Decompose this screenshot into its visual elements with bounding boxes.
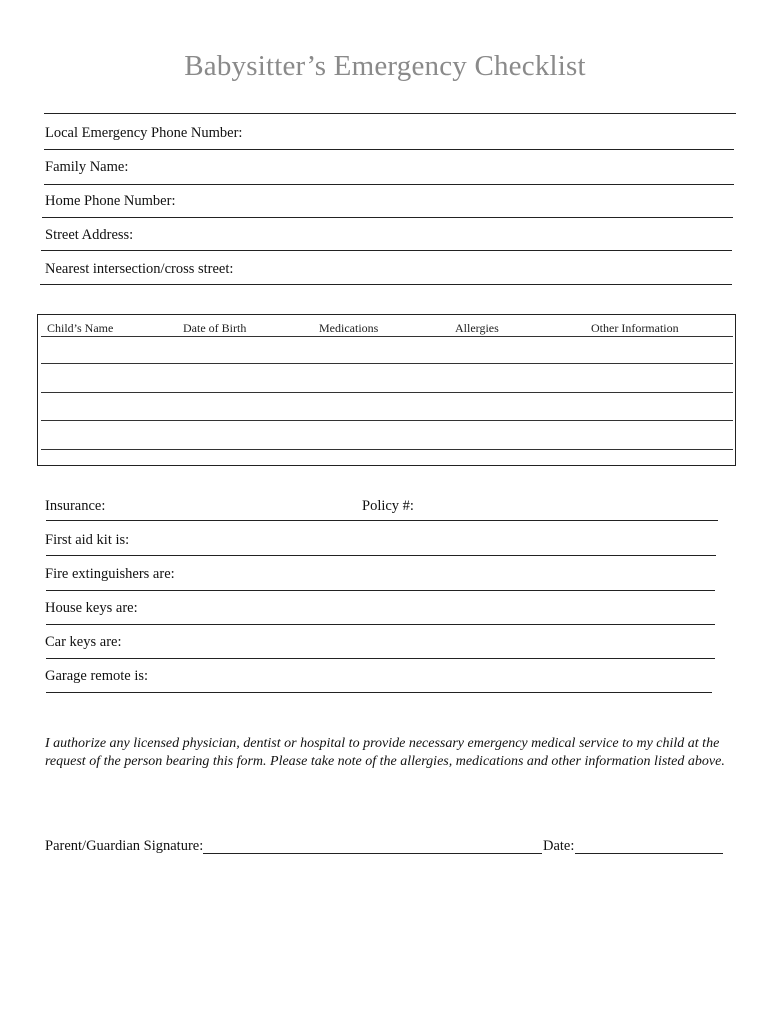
home-phone-label: Home Phone Number: <box>45 193 176 209</box>
garage-remote-field[interactable] <box>46 692 712 693</box>
title-divider <box>44 113 736 114</box>
column-header-date-of-birth: Date of Birth <box>183 321 247 335</box>
policy-number-label: Policy #: <box>362 498 414 514</box>
date-label: Date: <box>543 838 575 854</box>
table-row[interactable] <box>41 392 733 393</box>
parent-signature-field[interactable] <box>203 853 542 854</box>
column-header-medications: Medications <box>319 321 379 335</box>
local-emergency-phone-field[interactable] <box>44 149 734 150</box>
family-name-label: Family Name: <box>45 159 129 175</box>
parent-signature-label: Parent/Guardian Signature: <box>45 838 204 854</box>
street-address-field[interactable] <box>41 250 732 251</box>
table-header-rule <box>41 336 733 337</box>
street-address-label: Street Address: <box>45 227 134 243</box>
family-name-field[interactable] <box>44 184 734 185</box>
insurance-label: Insurance: <box>45 498 106 514</box>
house-keys-label: House keys are: <box>45 600 138 616</box>
column-header-childs-name: Child’s Name <box>47 321 114 335</box>
cross-street-label: Nearest intersection/cross street: <box>45 261 234 277</box>
garage-remote-label: Garage remote is: <box>45 668 149 684</box>
authorization-statement: I authorize any licensed physician, dentist or hospital to provide necessary emergency medical service to my child at the request of the person bearing this form. Please take note of the allergies, medications and other information listed above. <box>45 736 725 769</box>
house-keys-field[interactable] <box>46 624 715 625</box>
table-row[interactable] <box>41 363 733 364</box>
first-aid-kit-field[interactable] <box>46 555 716 556</box>
fire-extinguishers-label: Fire extinguishers are: <box>45 566 175 582</box>
table-row[interactable] <box>41 420 733 421</box>
local-emergency-phone-label: Local Emergency Phone Number: <box>45 125 243 141</box>
children-table <box>37 314 736 466</box>
page-title: Babysitter’s Emergency Checklist <box>184 50 586 82</box>
table-row[interactable] <box>41 449 733 450</box>
date-field[interactable] <box>575 853 723 854</box>
column-header-other-information: Other Information <box>591 321 679 335</box>
home-phone-field[interactable] <box>42 217 733 218</box>
cross-street-field[interactable] <box>40 284 732 285</box>
fire-extinguishers-field[interactable] <box>46 590 715 591</box>
column-header-allergies: Allergies <box>455 321 499 335</box>
car-keys-label: Car keys are: <box>45 634 122 650</box>
first-aid-kit-label: First aid kit is: <box>45 532 130 548</box>
car-keys-field[interactable] <box>46 658 715 659</box>
insurance-field[interactable] <box>46 520 718 521</box>
